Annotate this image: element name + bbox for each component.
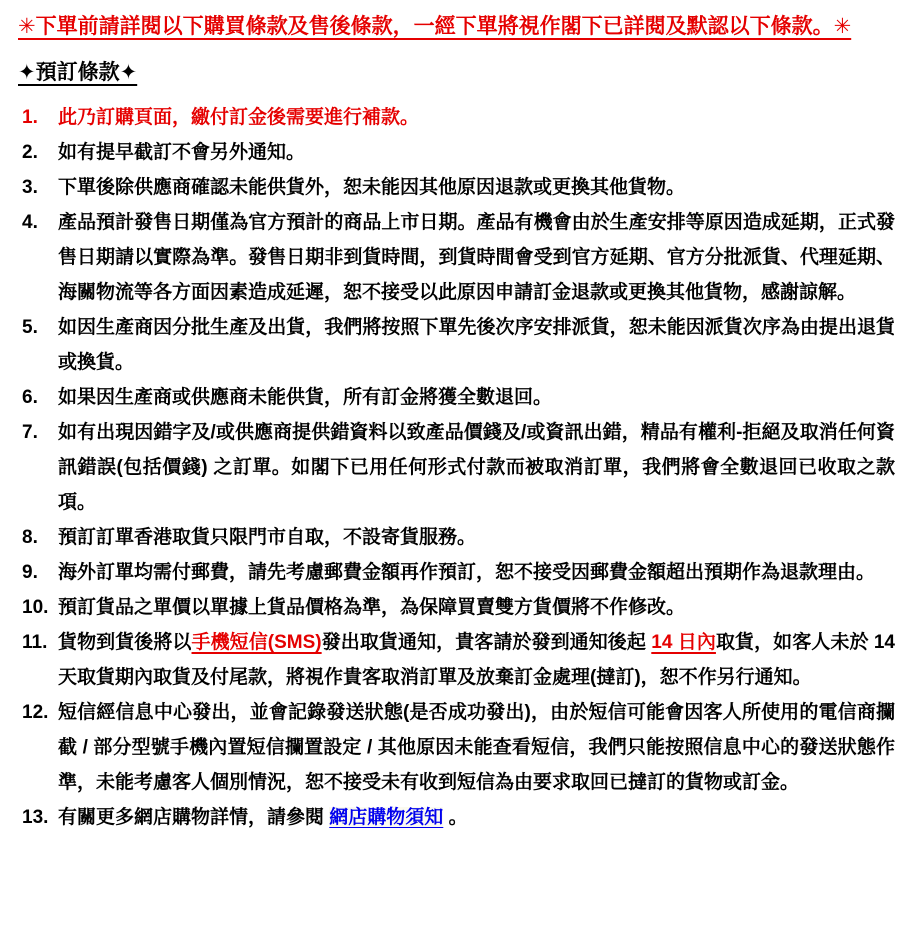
term-text: 預訂貨品之單價以單據上貨品價格為準，為保障買賣雙方貨價將不作修改。 [58, 597, 686, 618]
term-number: 12. [22, 702, 49, 723]
pickup-deadline-emphasis: 14 日內 [651, 632, 716, 653]
term-text: 如果因生產商或供應商未能供貨，所有訂金將獲全數退回。 [58, 387, 553, 408]
term-item-11 [0, 625, 913, 695]
term-number: 9. [22, 562, 38, 583]
term-number: 6. [22, 387, 38, 408]
store-shopping-guide-link[interactable]: 網店購物須知 [329, 807, 444, 828]
term-text: 貨物到貨後將以 [58, 632, 192, 653]
term-item-13 [0, 800, 913, 835]
term-text: 如因生產商因分批生產及出貨，我們將按照下單先後次序安排派貨，恕未能因派貨次序為由提出退貨或換貨。 [58, 317, 895, 373]
term-item-3 [0, 170, 913, 205]
sms-notice-emphasis: 手機短信(SMS) [191, 632, 322, 653]
term-text: 海外訂單均需付郵費，請先考慮郵費金額再作預訂，恕不接受因郵費金額超出預期作為退款理由。 [58, 562, 876, 583]
term-item-6 [0, 380, 913, 415]
term-item-5 [0, 310, 913, 380]
term-item-1 [0, 100, 913, 135]
section-title-preorder-terms: ✦預訂條款✦ [18, 61, 138, 84]
term-number: 13. [22, 807, 49, 828]
term-text: 發出取貨通知，貴客請於發到通知後起 [321, 632, 652, 653]
term-number: 10. [22, 597, 49, 618]
term-item-2 [0, 135, 913, 170]
term-text: 下單後除供應商確認未能供貨外，恕未能因其他原因退款或更換其他貨物。 [58, 177, 686, 198]
purchase-notice-header: ✳下單前請詳閱以下購買條款及售後條款，一經下單將視作閣下已詳閱及默認以下條款。✳ [18, 15, 852, 38]
term-number: 5. [22, 317, 38, 338]
term-number: 11. [22, 632, 48, 653]
term-item-8 [0, 520, 913, 555]
term-item-9 [0, 555, 913, 590]
term-text: 如有出現因錯字及/或供應商提供錯資料以致產品價錢及/或資訊出錯，精品有權利-拒絕及取消任何資訊錯誤(包括價錢) 之訂單。如閣下已用任何形式付款而被取消訂單，我們將會全數退回已收取之款項。 [58, 422, 895, 513]
term-text: 取貨，如客人未於 14 天取貨期內取貨及付尾款，將視作貴客取消訂單及放棄訂金處理(撻訂)，恕不作另行通知。 [58, 632, 896, 688]
term-item-4 [0, 205, 913, 310]
term-text: 。 [443, 807, 468, 828]
term-number: 7. [22, 422, 38, 443]
term-text: 預訂訂單香港取貨只限門市自取，不設寄貨服務。 [58, 527, 477, 548]
term-number: 4. [22, 212, 38, 233]
term-number: 1. [22, 107, 38, 128]
terms-list [0, 100, 913, 835]
term-text: 短信經信息中心發出，並會記錄發送狀態(是否成功發出)，由於短信可能會因客人所使用的電信商攔截 / 部分型號手機內置短信攔置設定 / 其他原因未能查看短信，我們只能按照信息中心的發送狀態作準，未能考慮客人個別情況，恕不接受未有收到短信為由要求取回已撻訂的貨物或訂金。 [58, 702, 895, 793]
term-item-7 [0, 415, 913, 520]
term-text: 此乃訂購頁面，繳付訂金後需要進行補款。 [58, 107, 420, 128]
term-number: 2. [22, 142, 38, 163]
term-text: 如有提早截訂不會另外通知。 [58, 142, 306, 163]
term-item-12 [0, 695, 913, 800]
term-item-10 [0, 590, 913, 625]
term-number: 8. [22, 527, 38, 548]
term-text: 有關更多網店購物詳情，請參閱 [58, 807, 330, 828]
term-number: 3. [22, 177, 38, 198]
term-text: 產品預計發售日期僅為官方預計的商品上市日期。產品有機會由於生產安排等原因造成延期，正式發售日期請以實際為準。發售日期非到貨時間，到貨時間會受到官方延期、官方分批派貨、代理延期、海關物流等各方面因素造成延遲，恕不接受以此原因申請訂金退款或更換其他貨物，感謝諒解。 [58, 212, 895, 303]
